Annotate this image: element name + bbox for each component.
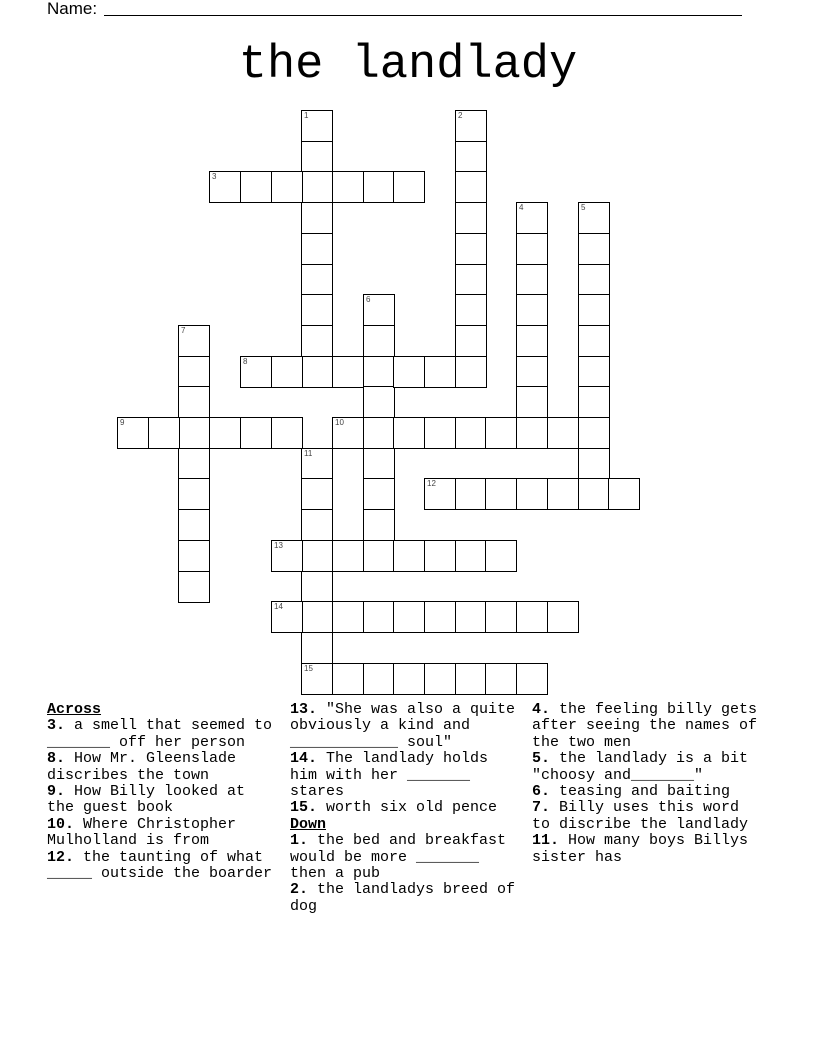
clue-item-number: 14. <box>290 750 318 768</box>
grid-cell[interactable] <box>516 663 548 695</box>
grid-cell[interactable] <box>516 233 548 265</box>
grid-cell[interactable] <box>301 202 333 234</box>
grid-cell[interactable] <box>363 448 395 480</box>
clue-item-text: the feeling billy gets after seeing the names of the two men <box>532 701 758 751</box>
grid-cell[interactable] <box>578 325 610 357</box>
grid-cell[interactable] <box>393 356 425 388</box>
grid-cell[interactable] <box>178 448 210 480</box>
clue-item <box>532 784 764 800</box>
grid-cell[interactable] <box>393 601 425 633</box>
grid-cell[interactable] <box>455 202 487 234</box>
grid-cell[interactable] <box>455 141 487 173</box>
grid-cell[interactable] <box>516 478 548 510</box>
grid-cell[interactable] <box>301 294 333 326</box>
grid-cell[interactable] <box>178 571 210 603</box>
clue-item-number: 7. <box>532 799 551 817</box>
grid-cell[interactable] <box>332 601 364 633</box>
grid-cell[interactable] <box>240 171 272 203</box>
grid-cell[interactable] <box>424 478 456 510</box>
grid-cell[interactable] <box>271 356 303 388</box>
down-heading: Down <box>290 815 327 833</box>
grid-cell[interactable] <box>455 233 487 265</box>
clue-number: 13 <box>274 541 283 550</box>
grid-cell[interactable] <box>485 417 517 449</box>
grid-cell[interactable] <box>301 601 333 633</box>
grid-cell[interactable] <box>363 478 395 510</box>
grid-cell[interactable] <box>393 663 425 695</box>
clue-item-number: 2. <box>290 881 309 899</box>
clue-item-number: 8. <box>47 750 66 768</box>
clue-item <box>47 784 279 817</box>
clue-item-text: a smell that seemed to _______ off her person <box>47 717 273 751</box>
grid-cell[interactable] <box>178 509 210 541</box>
clue-item-number: 15. <box>290 799 318 817</box>
grid-cell[interactable] <box>178 325 210 357</box>
clue-number: 5 <box>581 203 586 212</box>
clue-number: 11 <box>304 449 313 458</box>
clue-item <box>47 817 279 850</box>
grid-cell[interactable] <box>332 417 364 449</box>
grid-cell[interactable] <box>455 540 487 572</box>
grid-cell[interactable] <box>240 417 272 449</box>
grid-cell[interactable] <box>363 171 395 203</box>
grid-cell[interactable] <box>363 325 395 357</box>
clue-number: 12 <box>427 479 436 488</box>
grid-cell[interactable] <box>485 540 517 572</box>
grid-cell[interactable] <box>516 601 548 633</box>
grid-cell[interactable] <box>455 417 487 449</box>
clue-number: 14 <box>274 602 283 611</box>
clue-item-text: the landladys breed of dog <box>290 881 516 915</box>
grid-cell[interactable] <box>547 478 579 510</box>
grid-cell[interactable] <box>271 601 303 633</box>
grid-cell[interactable] <box>516 264 548 296</box>
grid-cell[interactable] <box>301 571 333 603</box>
grid-cell[interactable] <box>455 356 487 388</box>
grid-cell[interactable] <box>393 171 425 203</box>
grid-cell[interactable] <box>301 478 333 510</box>
across-heading: Across <box>47 701 102 718</box>
clue-item-text: worth six old pence <box>317 799 498 817</box>
grid-cell[interactable] <box>271 540 303 572</box>
clue-item-text: the taunting of what _____ outside the boarder <box>47 848 273 883</box>
grid-cell[interactable] <box>363 417 395 449</box>
puzzle-title: the landlady <box>238 39 578 92</box>
grid-cell[interactable] <box>424 356 456 388</box>
grid-cell[interactable] <box>578 356 610 388</box>
clue-item <box>47 850 279 883</box>
clue-item-number: 3. <box>47 717 66 735</box>
clue-item-text: "She was also a quite obviously a kind and ____________ soul" <box>290 701 516 751</box>
clue-number: 3 <box>212 172 217 181</box>
grid-cell[interactable] <box>301 233 333 265</box>
grid-cell[interactable] <box>455 325 487 357</box>
clue-item <box>290 882 522 915</box>
grid-cell[interactable] <box>393 417 425 449</box>
clue-item-number: 12. <box>47 848 75 866</box>
grid-cell[interactable] <box>178 356 210 388</box>
grid-cell[interactable] <box>332 356 364 388</box>
clue-item-number: 1. <box>290 832 309 850</box>
grid-cell[interactable] <box>424 663 456 695</box>
grid-cell[interactable] <box>455 110 487 142</box>
grid-cell[interactable] <box>455 294 487 326</box>
clues-column-3 <box>532 702 764 866</box>
grid-cell[interactable] <box>578 478 610 510</box>
grid-cell[interactable] <box>578 264 610 296</box>
clue-item <box>290 751 522 800</box>
grid-cell[interactable] <box>516 356 548 388</box>
grid-cell[interactable] <box>301 171 333 203</box>
grid-cell[interactable] <box>363 356 395 388</box>
grid-cell[interactable] <box>578 294 610 326</box>
grid-cell[interactable] <box>301 264 333 296</box>
grid-cell[interactable] <box>363 540 395 572</box>
clue-item-number: 11. <box>532 832 560 850</box>
clue-item-number: 10. <box>47 815 75 833</box>
clue-item <box>47 751 279 784</box>
clue-item <box>290 800 522 816</box>
grid-cell[interactable] <box>455 478 487 510</box>
clue-item-number: 13. <box>290 701 318 718</box>
clue-item <box>47 718 279 751</box>
grid-cell[interactable] <box>516 202 548 234</box>
grid-cell[interactable] <box>578 386 610 418</box>
grid-cell[interactable] <box>178 386 210 418</box>
grid-cell[interactable] <box>209 171 241 203</box>
grid-cell[interactable] <box>178 478 210 510</box>
grid-cell[interactable] <box>393 540 425 572</box>
clue-number: 1 <box>304 111 309 120</box>
grid-cell[interactable] <box>363 509 395 541</box>
grid-cell[interactable] <box>485 601 517 633</box>
clue-item-text: the landlady is a bit "choosy and_______" <box>532 750 749 784</box>
grid-cell[interactable] <box>178 540 210 572</box>
grid-cell[interactable] <box>455 171 487 203</box>
grid-cell[interactable] <box>301 663 333 695</box>
grid-cell[interactable] <box>301 110 333 142</box>
clue-number: 6 <box>366 295 371 304</box>
clue-item-number: 4. <box>532 701 551 718</box>
grid-cell[interactable] <box>424 417 456 449</box>
clue-item-text: Billy uses this word to discribe the landlady <box>532 799 749 833</box>
grid-cell[interactable] <box>516 325 548 357</box>
clues-column-1 <box>47 702 279 882</box>
clue-item <box>290 833 522 882</box>
grid-cell[interactable] <box>608 478 640 510</box>
grid-cell[interactable] <box>516 294 548 326</box>
clue-number: 2 <box>458 111 463 120</box>
grid-cell[interactable] <box>363 601 395 633</box>
clue-item <box>532 800 764 833</box>
clue-number: 15 <box>304 664 313 673</box>
grid-cell[interactable] <box>271 417 303 449</box>
grid-cell[interactable] <box>332 171 364 203</box>
grid-cell[interactable] <box>240 356 272 388</box>
clue-item-text: How Billy looked at the guest book <box>47 783 246 817</box>
grid-cell[interactable] <box>363 294 395 326</box>
grid-cell[interactable] <box>578 233 610 265</box>
grid-cell[interactable] <box>363 663 395 695</box>
clue-item-text: The landlady holds him with her _______ stares <box>290 750 489 801</box>
grid-cell[interactable] <box>455 663 487 695</box>
grid-cell[interactable] <box>301 632 333 664</box>
clue-item-text: How many boys Billys sister has <box>532 832 749 866</box>
grid-cell[interactable] <box>424 540 456 572</box>
grid-cell[interactable] <box>332 540 364 572</box>
grid-cell[interactable] <box>578 448 610 480</box>
grid-cell[interactable] <box>301 325 333 357</box>
clues-column-2 <box>290 702 522 915</box>
clue-item-text: the bed and breakfast would be more _______ then a pub <box>290 832 507 883</box>
grid-cell[interactable] <box>363 386 395 418</box>
name-label: Name: <box>47 0 98 18</box>
clue-item-number: 6. <box>532 783 551 801</box>
clue-number: 8 <box>243 357 248 366</box>
grid-cell[interactable] <box>301 540 333 572</box>
grid-cell[interactable] <box>148 417 180 449</box>
clue-item-text: teasing and baiting <box>550 783 731 801</box>
grid-cell[interactable] <box>547 601 579 633</box>
clue-number: 10 <box>335 418 344 427</box>
clue-item <box>290 702 522 751</box>
grid-cell[interactable] <box>485 478 517 510</box>
grid-cell[interactable] <box>578 417 610 449</box>
clue-item-number: 5. <box>532 750 551 768</box>
clue-item <box>532 702 764 751</box>
grid-cell[interactable] <box>332 663 364 695</box>
grid-cell[interactable] <box>516 417 548 449</box>
clue-number: 9 <box>120 418 125 427</box>
grid-cell[interactable] <box>424 601 456 633</box>
grid-cell[interactable] <box>578 202 610 234</box>
grid-cell[interactable] <box>117 417 149 449</box>
grid-cell[interactable] <box>516 386 548 418</box>
grid-cell[interactable] <box>301 356 333 388</box>
grid-cell[interactable] <box>271 171 303 203</box>
clue-item-number: 9. <box>47 783 66 801</box>
clue-number: 7 <box>181 326 186 335</box>
grid-cell[interactable] <box>301 141 333 173</box>
clue-item-text: Where Christopher Mulholland is from <box>47 815 237 850</box>
clue-item-text: How Mr. Gleenslade discribes the town <box>47 750 237 784</box>
grid-cell[interactable] <box>301 448 333 480</box>
clue-item <box>532 751 764 784</box>
grid-cell[interactable] <box>178 417 210 449</box>
grid-cell[interactable] <box>485 663 517 695</box>
clue-item <box>532 833 764 866</box>
clue-number: 4 <box>519 203 524 212</box>
grid-cell[interactable] <box>301 509 333 541</box>
grid-cell[interactable] <box>209 417 241 449</box>
grid-cell[interactable] <box>455 264 487 296</box>
grid-cell[interactable] <box>547 417 579 449</box>
grid-cell[interactable] <box>455 601 487 633</box>
